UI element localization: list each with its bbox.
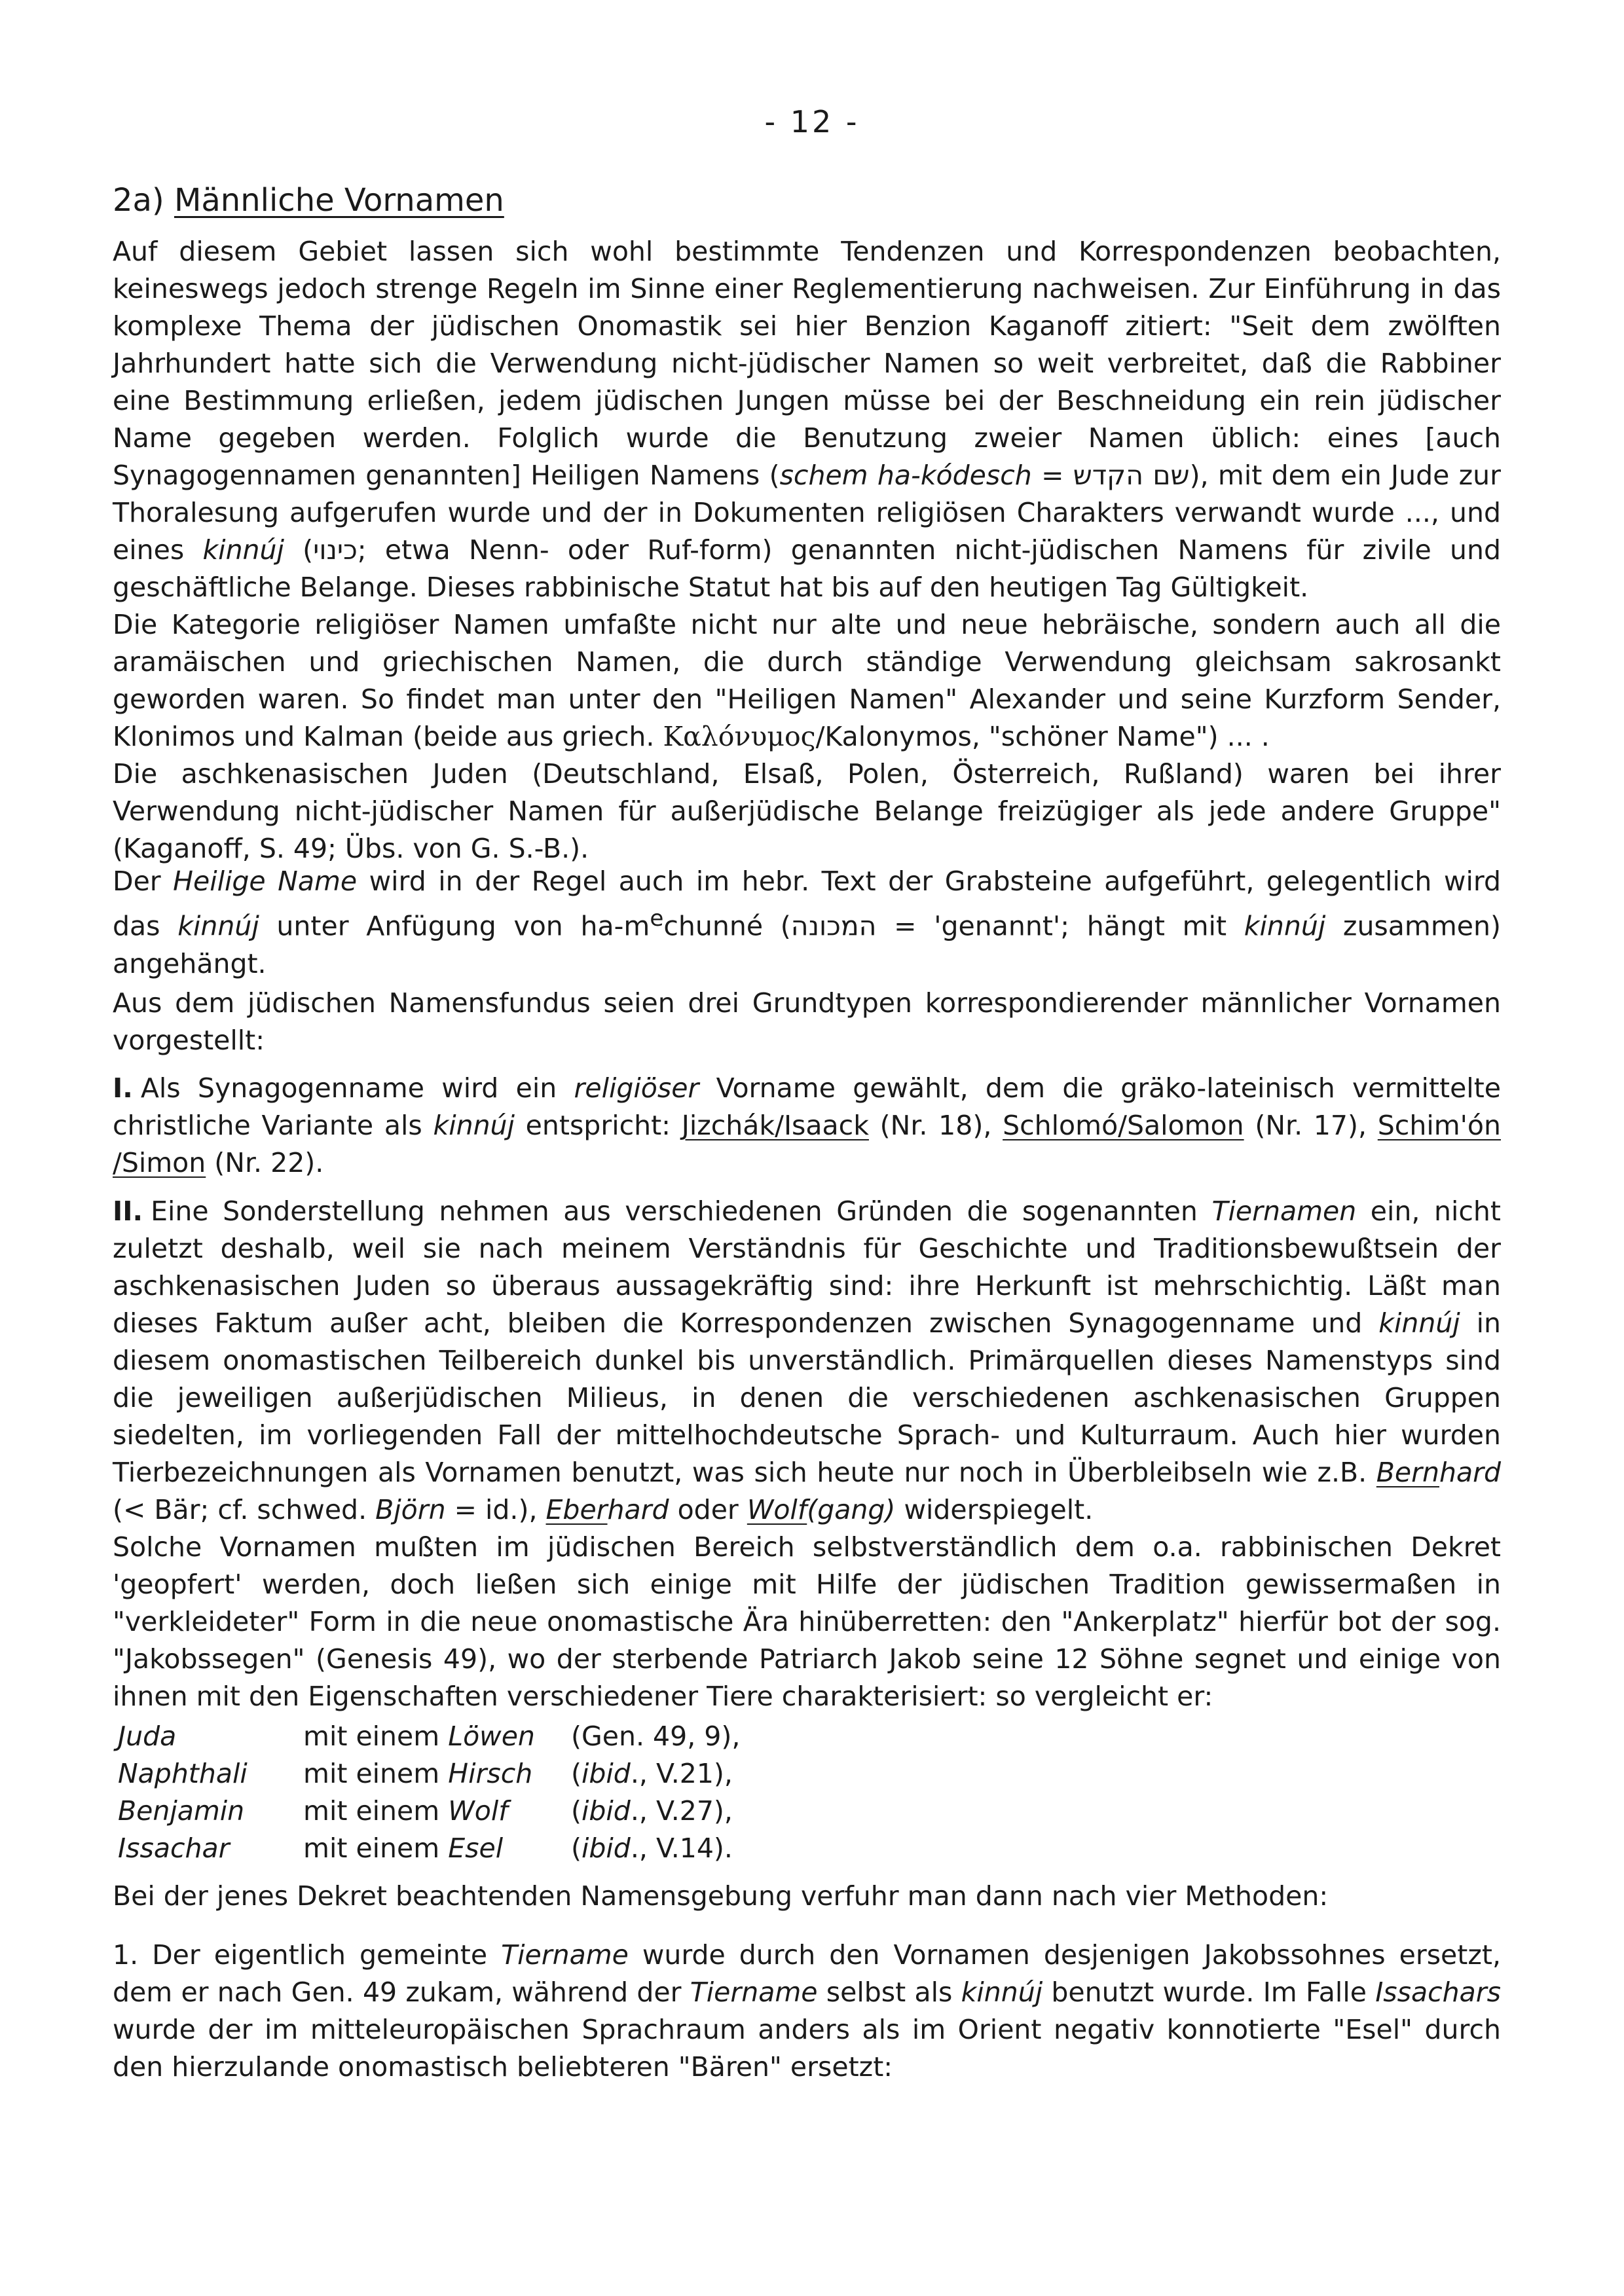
paragraph-grundtypen <box>113 985 1501 1059</box>
italic-term: hard <box>1439 1457 1501 1488</box>
table-comparison <box>303 1793 508 1830</box>
italic-term: Issachars <box>1375 1977 1501 2008</box>
italic-term: ibid <box>581 1758 631 1789</box>
text-run: ), mit dem ein Jude zur Thoralesung aufgerufen wurde und der in Dokumenten religiösen Charakters verwandt wurde ..., und eines <box>113 460 1501 566</box>
text-run: (Gen. 49, 9), <box>571 1721 741 1752</box>
table-reference <box>571 1830 733 1867</box>
italic-term: kinnúj <box>177 910 259 942</box>
paragraph-jakobssegen: Solche Vornamen mußten im jüdischen Bereich selbstverständlich dem o.a. rabbinischen Dekret 'geopfert' werden, doch ließen sich einige mit Hilfe der jüdischen Tradition gewissermaßen in "verkleideter" Form in die neue onomastische Ära hinüberretten: den "Ankerplatz" hierfür bot der sog. "Jakobssegen" (Genesis 49), wo der sterbende Patriarch Jakob seine 12 Söhne segnet und einige von ihnen mit den Eigenschaften verschiedener Tiere charakterisiert: so vergleicht er: <box>113 1531 1501 1712</box>
text-run: ein, nicht zuletzt deshalb, weil sie nach meinem Verständnis für Geschichte und Traditionsbewußtsein der aschkenasischen Juden so überaus aussagekräftig sind: ihre Herkunft ist mehrschichtig. Läßt man dieses Faktum außer acht, bleiben die Korrespondenzen zwischen Synagogenname und <box>113 1195 1501 1339</box>
table-row <box>118 1755 904 1793</box>
hebrew-term: כינוי <box>313 534 358 566</box>
italic-term: kinnúj <box>1244 910 1326 942</box>
text-run: unter Anfügung von ha-m <box>259 910 650 942</box>
paragraph-quote-end: Die aschkenasischen Juden (Deutschland, Elsaß, Polen, Österreich, Rußland) waren bei ihrer Verwendung nicht-jüdischer Namen für außerjüdische Belange freizügiger als jede andere Gruppe" (Kaganoff, S. 49; Übs. von G. S.-B.). <box>113 758 1501 864</box>
italic-term: kinnúj <box>1378 1307 1460 1339</box>
section-title: Männliche Vornamen <box>174 182 504 219</box>
table-animal: Hirsch <box>448 1758 533 1789</box>
table-row <box>118 1793 904 1830</box>
table-name: Naphthali <box>118 1758 248 1789</box>
text-run: in diesem onomastischen Teilbereich dunkel bis unverständlich. Primärquellen dieses Namenstyps sind die jeweiligen außerjüdischen Milieus, in denen die verschiedenen aschkenasischen Gruppen siedelten, im vorliegenden Fall der mittelhochdeutsche Sprach- und Kulturraum. Auch hier wurden Tierbezeichnungen als Vornamen benutzt, was sich heute nur noch in Überbleibseln wie z.B. <box>113 1307 1501 1488</box>
text-run: ( <box>284 534 314 566</box>
text-run: ( <box>571 1832 581 1864</box>
text-run: entspricht: <box>514 1110 682 1141</box>
paragraph-type-two <box>113 1193 1501 1715</box>
italic-term: Björn <box>375 1494 446 1525</box>
page-number: - 12 - <box>764 104 860 139</box>
text-run: = 'genannt'; hängt mit <box>876 910 1244 942</box>
paragraph-type-one <box>113 1070 1501 1182</box>
table-reference <box>571 1755 733 1793</box>
underlined-name: Bern <box>1376 1457 1439 1488</box>
text-run: widerspiegelt. <box>895 1494 1094 1525</box>
text-run: wurde durch den Vornamen desjenigen Jakobssohnes ersetzt, dem er nach Gen. 49 zukam, während der <box>113 1939 1501 2008</box>
italic-term: ibid <box>581 1832 631 1864</box>
italic-term: kinnúj <box>202 534 284 566</box>
italic-term: religiöser <box>574 1072 699 1104</box>
paragraph-intro <box>113 233 1501 867</box>
text-run: Der <box>113 866 174 897</box>
paragraph-methods <box>113 1878 1501 1915</box>
text-run: benutzt wurde. Im Falle <box>1043 1977 1376 2008</box>
italic-term: Tiername <box>690 1977 818 2008</box>
underlined-name: Schim'ón /Simon <box>113 1110 1502 1178</box>
italic-term: hard <box>607 1494 669 1525</box>
text-run: ( <box>571 1795 581 1827</box>
text-run: ; etwa Nenn- oder Ruf-form) genannten nicht-jüdischen Namens für zivile und geschäftliche Belange. Dieses rabbinische Statut hat bis auf den heutigen Tag Gültigkeit. <box>113 534 1501 603</box>
hebrew-term: המכונה <box>790 910 877 942</box>
table-reference <box>571 1718 740 1755</box>
text-run: Als Synagogenname wird ein <box>140 1072 574 1104</box>
text-run: Aus dem jüdischen Namensfundus seien drei Grundtypen korrespondierender männlicher Vornamen vorgestellt: <box>113 987 1501 1056</box>
text-run: wird in der Regel auch im hebr. Text der Grabsteine aufgeführt, gelegentlich wird das <box>113 866 1502 942</box>
table-comparison <box>303 1755 532 1793</box>
table-row <box>118 1830 904 1867</box>
text-run: zusammen) angehängt. <box>113 910 1502 979</box>
text-run: oder <box>669 1494 747 1525</box>
table-row <box>118 1718 904 1755</box>
underlined-name: Wolf <box>747 1494 807 1525</box>
table-animal: Wolf <box>448 1795 508 1827</box>
table-comparison <box>303 1718 535 1755</box>
text-run: ( <box>571 1758 581 1789</box>
text-run: = id.), <box>445 1494 546 1525</box>
text-run: chunné ( <box>663 910 791 942</box>
text-run: (Nr. 22). <box>206 1147 324 1178</box>
text-run: mit einem <box>303 1795 449 1827</box>
greek-term: Καλόνυμος <box>663 721 816 752</box>
text-run: Die Kategorie religiöser Namen umfaßte nicht nur alte und neue hebräische, sondern auch all die aramäischen und griechischen Namen, die durch ständige Verwendung gleichsam sakrosankt geworden waren. So findet man unter den "Heiligen Namen" Alexander und seine Kurzform Sender, Klonimos und Kalman (beide aus griech. <box>113 609 1501 752</box>
italic-term: schem ha-kódesch <box>779 460 1032 491</box>
text-run: (< Bär; cf. schwed. <box>113 1494 376 1525</box>
paragraph-method-one <box>113 1937 1501 2086</box>
underlined-name: Jizchák/Isaack <box>681 1110 869 1141</box>
table-name: Juda <box>118 1721 177 1752</box>
text-run: /Kalonymos, "schöner Name") ... . <box>815 721 1270 752</box>
superscript: e <box>650 905 664 932</box>
table-name: Issachar <box>118 1832 230 1864</box>
italic-term: Tiername <box>501 1939 629 1971</box>
text-run: Eine Sonderstellung nehmen aus verschiedenen Gründen die sogenannten <box>151 1195 1212 1227</box>
italic-term: Tiernamen <box>1211 1195 1357 1227</box>
text-run: selbst als <box>817 1977 961 2008</box>
roman-numeral: I. <box>113 1072 133 1104</box>
text-run: Bei der jenes Dekret beachtenden Namensgebung verfuhr man dann nach vier Methoden: <box>113 1880 1329 1912</box>
text-run: (Nr. 18), <box>868 1110 1003 1141</box>
italic-term: (gang) <box>807 1494 896 1525</box>
underlined-name: Schlomó/Salomon <box>1003 1110 1244 1141</box>
table-comparison <box>303 1830 503 1867</box>
table-reference <box>571 1793 733 1830</box>
section-number: 2a) <box>113 182 164 219</box>
text-run: mit einem <box>303 1721 449 1752</box>
text-run: ., V.14). <box>630 1832 733 1864</box>
italic-term: kinnúj <box>961 1977 1043 2008</box>
text-run: wurde der im mitteleuropäischen Sprachraum anders als im Orient negativ konnotierte "Esel" durch den hierzulande onomastisch beliebteren "Bären" ersetzt: <box>113 2014 1501 2083</box>
text-run: Auf diesem Gebiet lassen sich wohl bestimmte Tendenzen und Korrespondenzen beobachten, keineswegs jedoch strenge Regeln im Sinne einer Reglementierung nachweisen. Zur Einführung in das komplexe Thema der jüdischen Onomastik sei hier Benzion Kaganoff zitiert: "Seit dem zwölften Jahrhundert hatte sich die Verwendung nicht-jüdischer Namen so weit verbreitet, daß die Rabbiner eine Bestimmung erließen, jedem jüdischen Jungen müsse bei der Beschneidung ein rein jüdischer Name gegeben werden. Folglich wurde die Benutzung zweier Namen üblich: eines [auch Synagogennamen genannten] Heiligen Namens ( <box>113 236 1501 491</box>
italic-term: ibid <box>581 1795 631 1827</box>
table-animal: Löwen <box>448 1721 535 1752</box>
text-run: ., V.21), <box>630 1758 733 1789</box>
underlined-name: Eber <box>545 1494 608 1525</box>
italic-term: kinnúj <box>433 1110 515 1141</box>
hebrew-term: שם הקדש <box>1073 460 1190 491</box>
italic-term: Heilige Name <box>173 866 358 897</box>
text-run: (Nr. 17), <box>1244 1110 1378 1141</box>
text-run: = <box>1031 460 1073 491</box>
section-heading <box>113 182 504 219</box>
text-run: Vorname gewählt, dem die gräko-lateinisch vermittelte christliche Variante als <box>113 1072 1501 1141</box>
text-run: mit einem <box>303 1832 449 1864</box>
paragraph-heilige-name <box>113 863 1501 983</box>
animal-comparison-table <box>118 1718 904 1867</box>
roman-numeral: II. <box>113 1195 143 1227</box>
text-run: ., V.27), <box>630 1795 733 1827</box>
table-animal: Esel <box>448 1832 504 1864</box>
text-run: 1. Der eigentlich gemeinte <box>113 1939 502 1971</box>
table-name: Benjamin <box>118 1795 245 1827</box>
text-run: mit einem <box>303 1758 449 1789</box>
